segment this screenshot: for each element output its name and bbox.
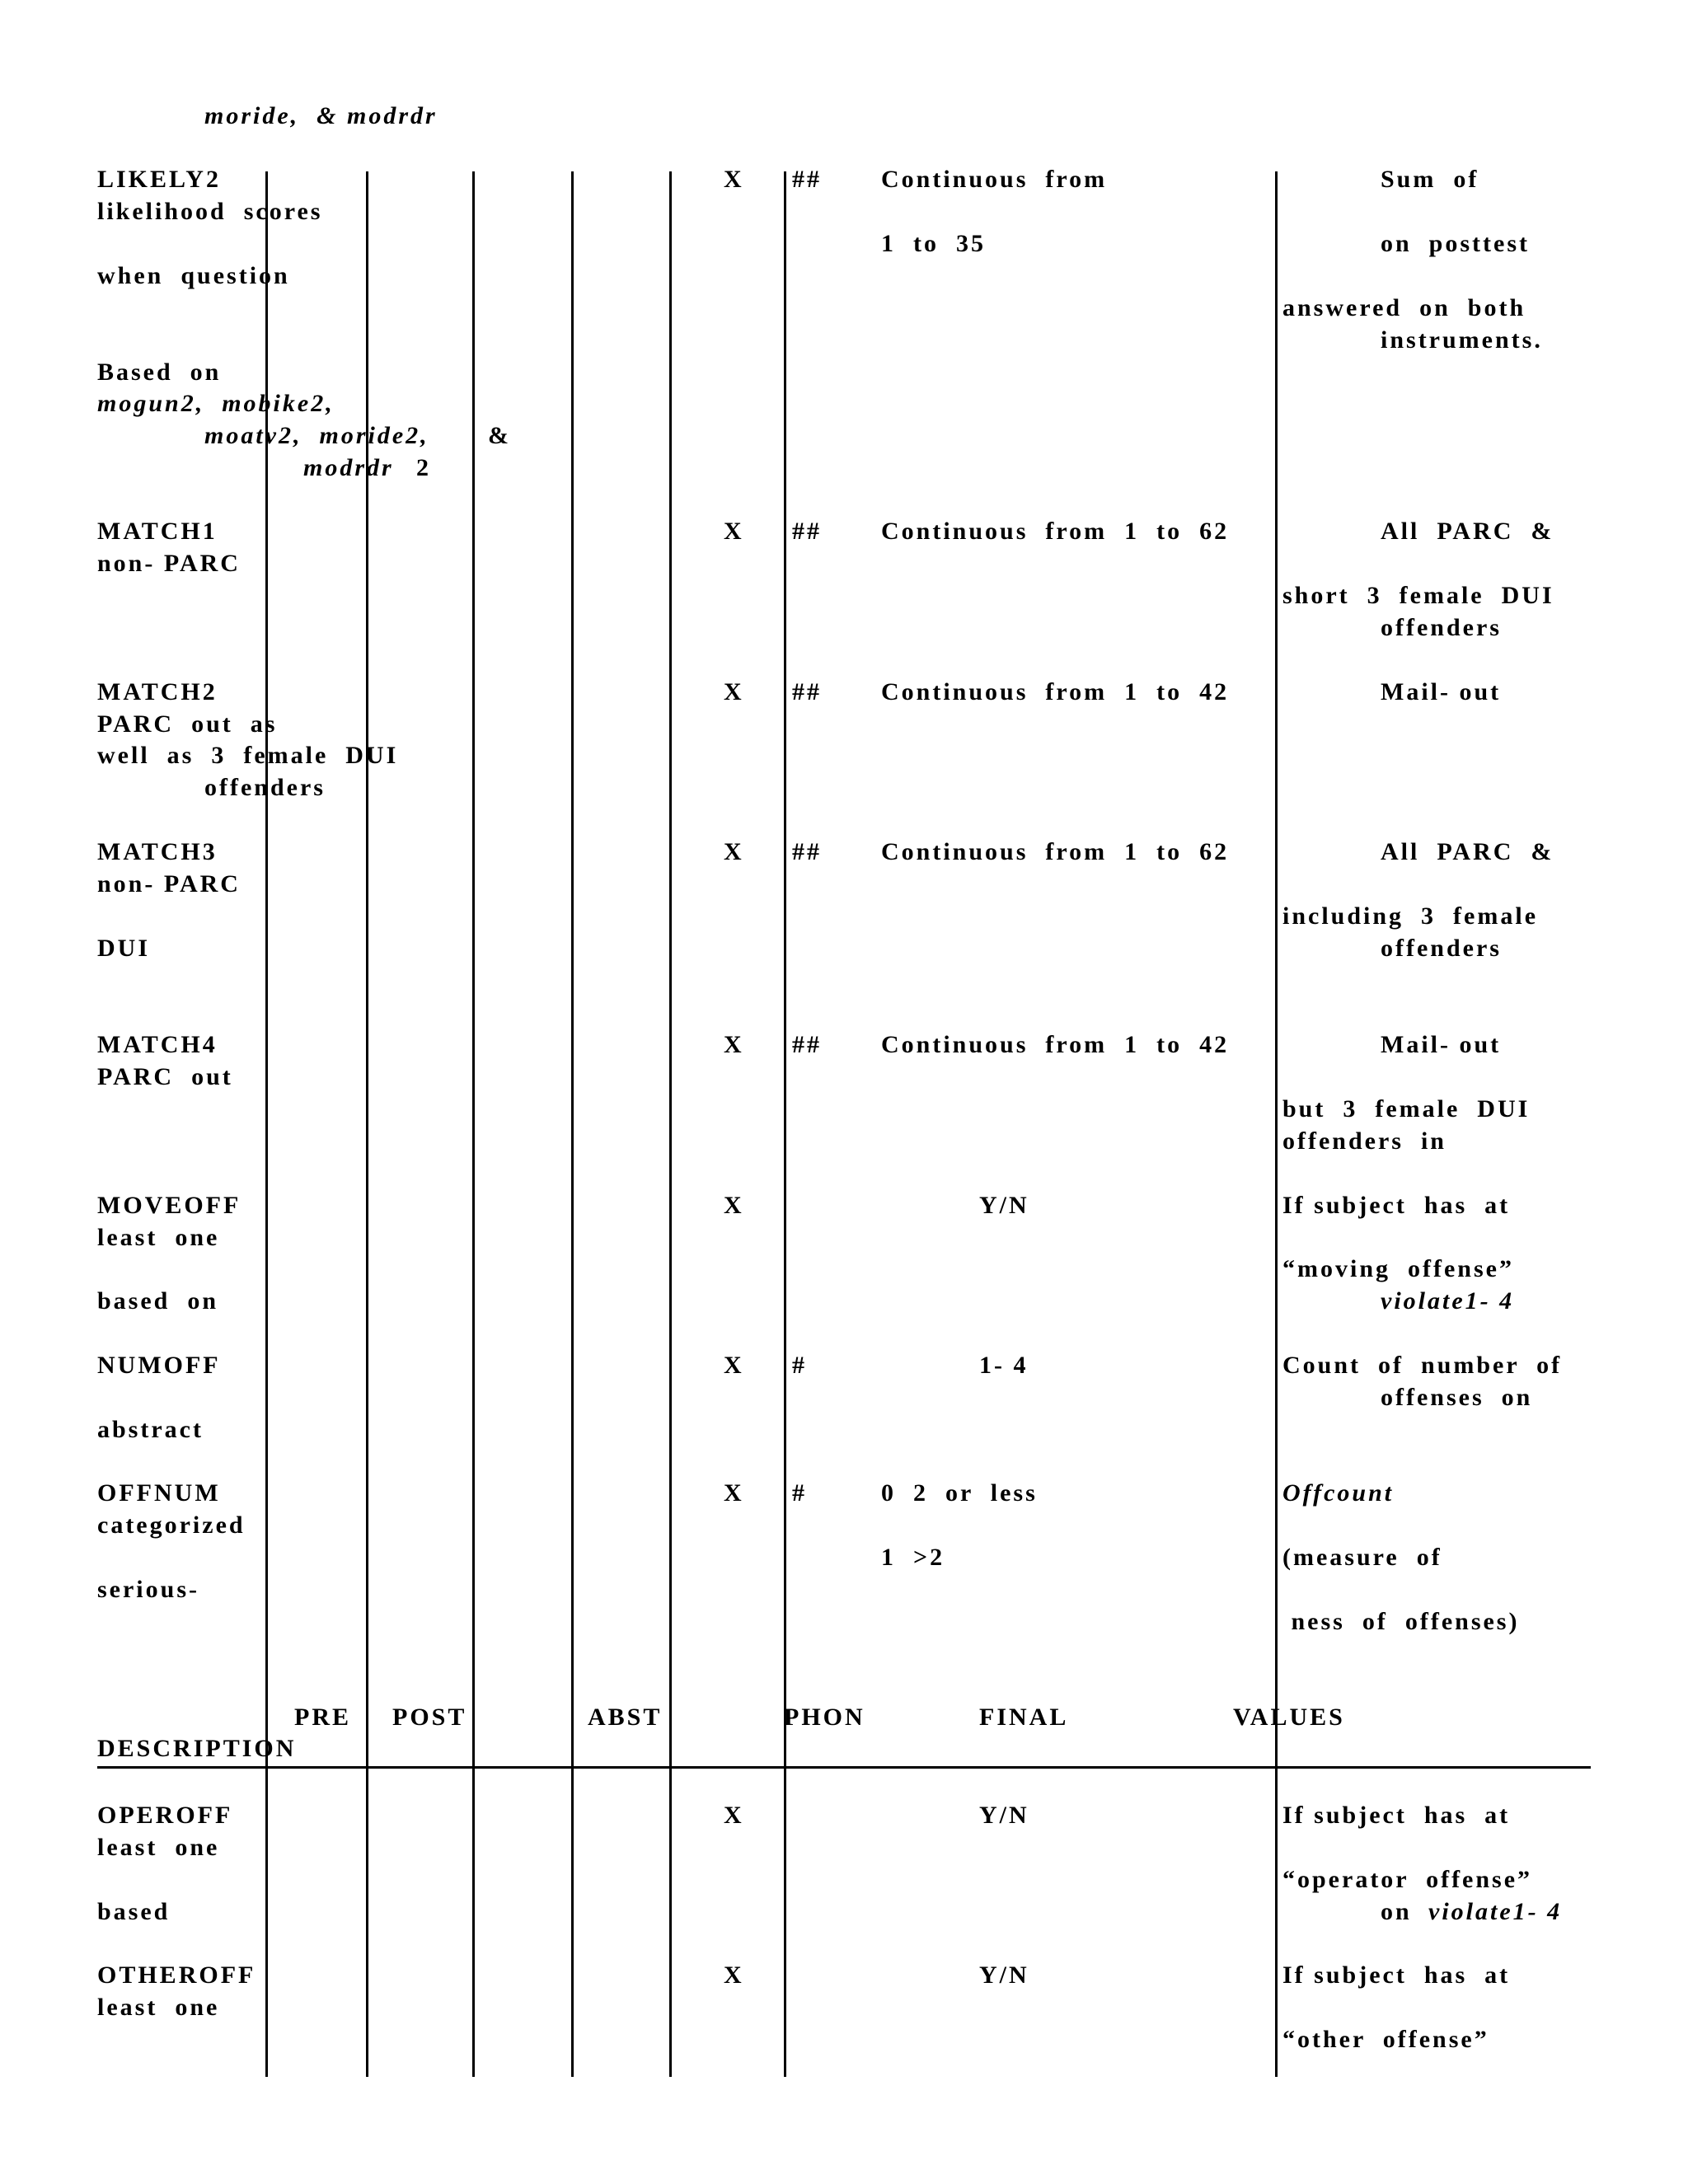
row-desc: Based on: [97, 359, 222, 386]
row-final: Y/N: [979, 1961, 1029, 1989]
row-values: offenders: [1381, 614, 1502, 641]
row-desc: least one: [97, 1834, 220, 1861]
row-desc-italic: modrdr: [303, 454, 394, 481]
header-rule: [97, 1766, 1591, 1769]
row-values: “operator offense”: [1282, 1866, 1533, 1893]
row-abst: X: [724, 1802, 744, 1829]
row-name: MATCH2: [97, 678, 218, 705]
row-name: OPEROFF: [97, 1802, 233, 1829]
row-values: offenders: [1381, 935, 1502, 962]
row-final: 0 2 or less: [881, 1479, 1038, 1507]
row-desc: abstract: [97, 1416, 204, 1443]
row-desc: serious-: [97, 1576, 199, 1603]
header-pre: PRE: [294, 1704, 351, 1731]
row-abst: X: [724, 1352, 744, 1379]
row-desc: non- PARC: [97, 870, 241, 898]
column-rule-3: [472, 171, 475, 2077]
row-abst: X: [724, 1961, 744, 1989]
row-values: Sum of: [1381, 166, 1479, 193]
row-final: Continuous from 1 to 62: [881, 518, 1230, 545]
row-final: Y/N: [979, 1802, 1029, 1829]
row-name: MATCH4: [97, 1031, 218, 1058]
row-values: instruments.: [1381, 326, 1543, 354]
row-name: OTHEROFF: [97, 1961, 256, 1989]
row-final: Y/N: [979, 1192, 1029, 1219]
row-values: If subject has at: [1282, 1961, 1511, 1989]
row-name: NUMOFF: [97, 1352, 221, 1379]
row-desc: categorized: [97, 1511, 246, 1539]
row-values: short 3 female DUI: [1282, 582, 1554, 609]
row-values: All PARC &: [1381, 838, 1554, 865]
header-abst: ABST: [588, 1704, 663, 1731]
row-values: including 3 female: [1282, 902, 1539, 930]
row-values: Count of number of: [1282, 1352, 1563, 1379]
row-abst: X: [724, 1192, 744, 1219]
row-final: Continuous from 1 to 62: [881, 838, 1230, 865]
row-phon: ##: [792, 678, 822, 705]
row-desc: well as 3 female DUI: [97, 742, 399, 769]
row-phon: ##: [792, 518, 822, 545]
row-desc-italic: mogun2, mobike2,: [97, 390, 335, 417]
row-abst: X: [724, 518, 744, 545]
row-values: offenses on: [1381, 1384, 1533, 1411]
row-desc-amp: &: [488, 422, 511, 449]
row-name: OFFNUM: [97, 1479, 221, 1507]
row-values: but 3 female DUI: [1282, 1095, 1531, 1122]
row-values: All PARC &: [1381, 518, 1554, 545]
row-values: If subject has at: [1282, 1802, 1511, 1829]
row-name: MATCH1: [97, 518, 218, 545]
row-desc: based: [97, 1898, 171, 1925]
column-rule-7: [1275, 171, 1278, 2077]
header-values: VALUES: [1233, 1704, 1345, 1731]
row-desc: offenders: [204, 774, 326, 801]
column-rule-5: [669, 171, 672, 2077]
row-abst: X: [724, 166, 744, 193]
row-name: LIKELY2: [97, 166, 221, 193]
row-abst: X: [724, 1479, 744, 1507]
row-values-italic: violate1- 4: [1428, 1898, 1563, 1925]
column-rule-6: [784, 171, 786, 2077]
row-values: (measure of: [1282, 1544, 1442, 1571]
row-abst: X: [724, 838, 744, 865]
row-desc: non- PARC: [97, 550, 241, 577]
row-abst: X: [724, 1031, 744, 1058]
row-values: on: [1381, 1898, 1412, 1925]
row-phon: #: [792, 1352, 807, 1379]
row-phon: #: [792, 1479, 807, 1507]
row-desc: based on: [97, 1287, 219, 1315]
row-final: 1 >2: [881, 1544, 945, 1571]
row-desc: likelihood scores: [97, 198, 323, 225]
row-values: ness of offenses): [1282, 1608, 1520, 1635]
row-values-italic: violate1- 4: [1381, 1287, 1515, 1315]
row-final: Continuous from: [881, 166, 1108, 193]
row-phon: ##: [792, 1031, 822, 1058]
header-description: DESCRIPTION: [97, 1735, 297, 1762]
row-name: MATCH3: [97, 838, 218, 865]
row-final: Continuous from 1 to 42: [881, 678, 1230, 705]
row-desc-italic: moatv2, moride2,: [204, 422, 429, 449]
row-values: offenders in: [1282, 1127, 1447, 1155]
row-desc-tail: 2: [416, 454, 431, 481]
row-values: on posttest: [1381, 230, 1531, 257]
column-rule-1: [265, 171, 268, 2077]
row-values-italic: Offcount: [1282, 1479, 1395, 1507]
row-name: MOVEOFF: [97, 1192, 241, 1219]
row-final: 1 to 35: [881, 230, 986, 257]
row-values: Mail- out: [1381, 678, 1502, 705]
header-post: POST: [392, 1704, 467, 1731]
column-rule-4: [571, 171, 574, 2077]
row-final: 1- 4: [979, 1352, 1029, 1379]
row-values: “other offense”: [1282, 2026, 1489, 2053]
row-phon: ##: [792, 838, 822, 865]
row-desc: least one: [97, 1224, 220, 1251]
row-desc: PARC out as: [97, 710, 278, 738]
header-final: FINAL: [979, 1704, 1069, 1731]
row-values: If subject has at: [1282, 1192, 1511, 1219]
row-phon: ##: [792, 166, 822, 193]
header-phon: PHON: [784, 1704, 865, 1731]
row-abst: X: [724, 678, 744, 705]
row-desc: PARC out: [97, 1063, 233, 1090]
row-final: Continuous from 1 to 42: [881, 1031, 1230, 1058]
row-desc: DUI: [97, 935, 151, 962]
row-desc: least one: [97, 1994, 220, 2021]
row-values: answered on both: [1282, 294, 1526, 321]
row-values: “moving offense”: [1282, 1255, 1514, 1282]
row-desc: when question: [97, 262, 290, 289]
top-fragment: moride, & modrdr: [204, 102, 438, 129]
row-values: Mail- out: [1381, 1031, 1502, 1058]
